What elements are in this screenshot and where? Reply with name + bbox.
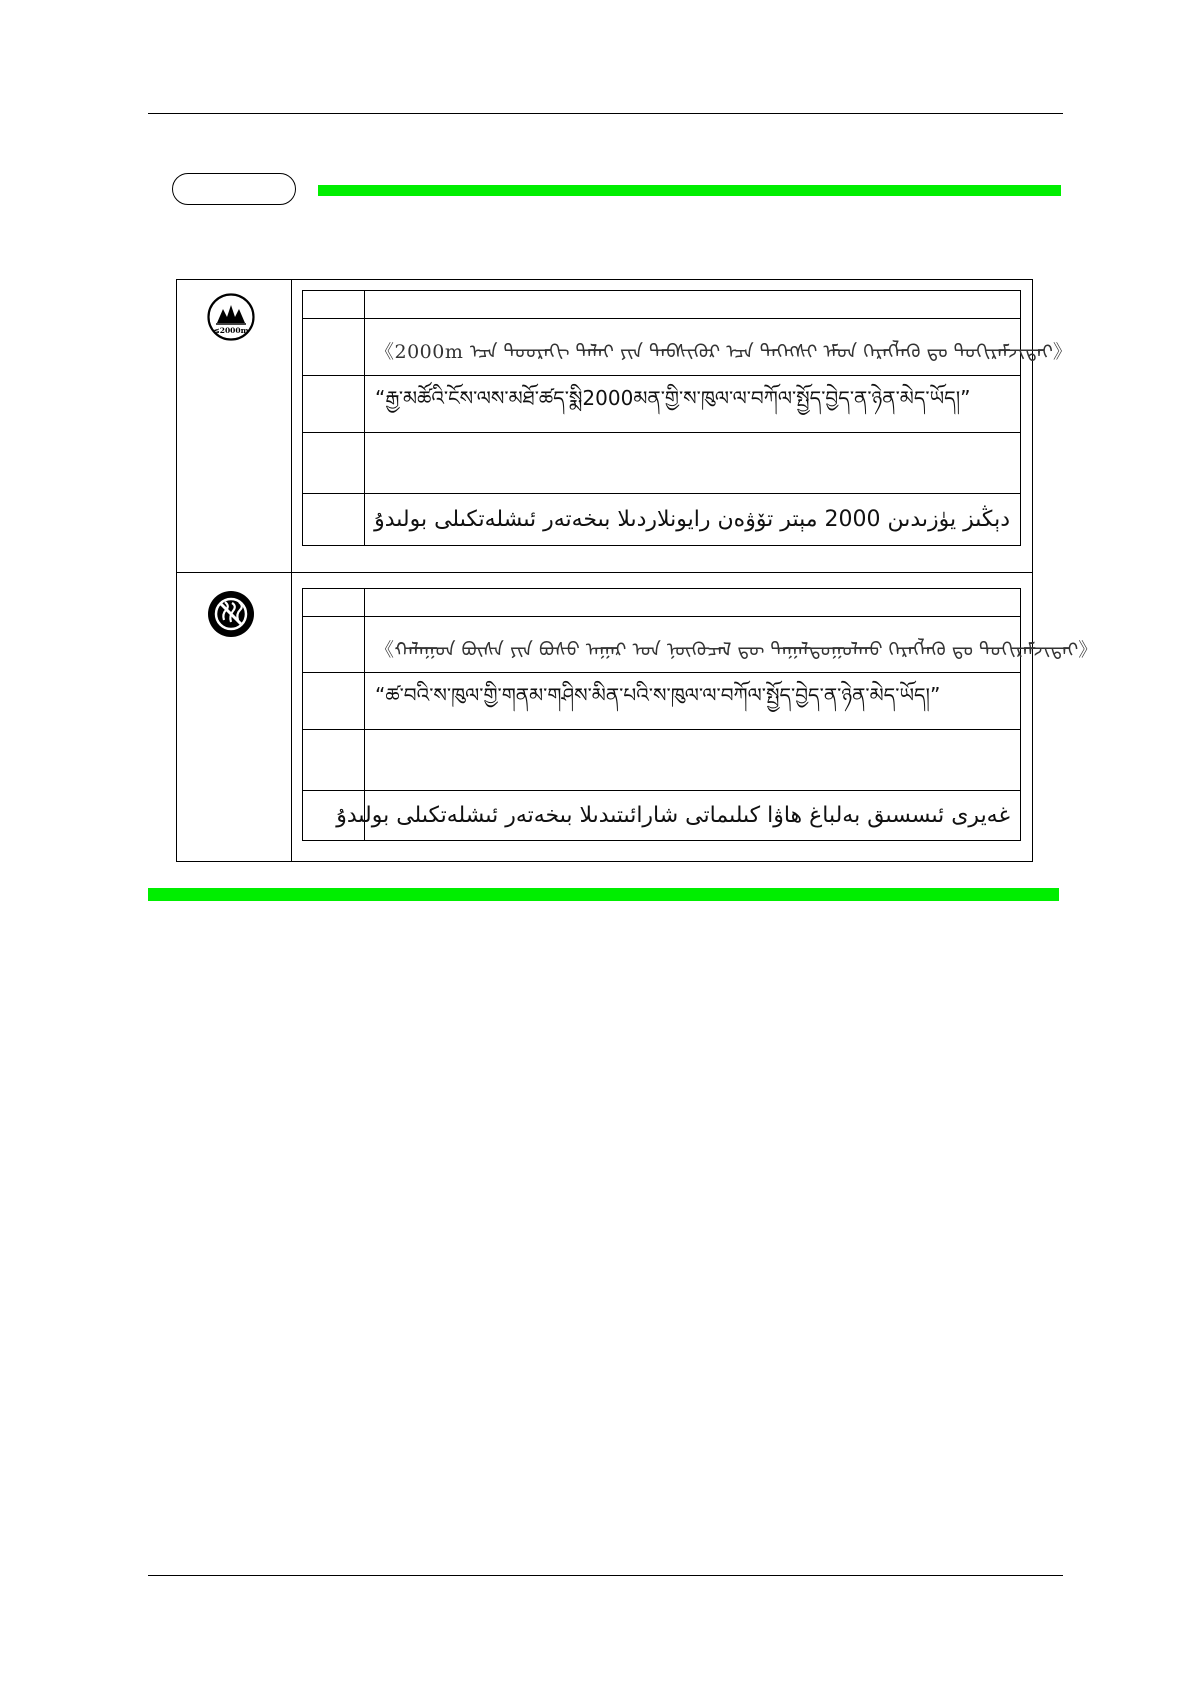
altitude-icon-label: ≤2000m — [213, 326, 249, 335]
table-row — [303, 494, 1021, 546]
row-text-cell — [365, 291, 1021, 319]
tibetan-text-cell: “ཚ་བའི་ས་ཁུལ་གྱི་གནམ་གཤིས་མིན་པའི་ས་ཁུལ་ལ་བཀོལ་སྤྱོད་བྱེད་ན་ཉེན་མེད་ཡོད།” — [365, 673, 1021, 730]
row-text-cell — [365, 730, 1021, 791]
row-number-cell — [303, 589, 365, 617]
table-row — [303, 319, 1021, 376]
table-row — [303, 730, 1021, 791]
table-row — [303, 791, 1021, 841]
no-tropical-climate-icon — [207, 590, 255, 638]
row-number-cell — [303, 730, 365, 791]
table-row — [303, 589, 1021, 617]
row-divider — [177, 572, 1032, 573]
altitude-2000m-icon — [207, 293, 255, 341]
row-text-cell — [365, 589, 1021, 617]
section-end-accent-bar — [148, 888, 1059, 901]
mongolian-text-cell: 《2000m ᠡᠴᠡ ᠳᠣᠣᠷᠠᠬᠢ ᠳᠠᠯᠠᠢ ᠶᠢᠨ ᠲᠡᠪᠰᠢᠭᠦᠷ ᠡᠴᠡ ᠳᠡᠭᠡᠭᠰᠢ ᠡᠮᠦᠨ ᠬᠡᠷᠡᠭᠯᠡᠬᠦ ᠳᠤ ᠲᠣᠬᠢᠷᠠᠮᠵᠢᠲᠠᠢ》 — [365, 319, 1021, 376]
row-number-cell — [303, 291, 365, 319]
row-number-cell — [303, 376, 365, 433]
row-number-cell — [303, 494, 365, 546]
header-rule — [148, 113, 1063, 114]
table-row — [303, 376, 1021, 433]
row-text-cell — [365, 433, 1021, 494]
uyghur-text-cell: غەيرى ئىسسىق بەلباغ ھاۋا كىلىماتى شارائىتىدىلا بىخەتەر ئىشلەتكىلى بولىدۇ — [365, 791, 1021, 841]
section-label-pill — [172, 173, 296, 205]
footer-rule — [148, 1575, 1063, 1576]
table-row — [303, 617, 1021, 673]
tibetan-text-cell: “རྒྱ་མཚོའི་ངོས་ལས་མཐོ་ཚད་སྨི2000མན་གྱི་ས་ཁུལ་ལ་བཀོལ་སྤྱོད་བྱེད་ན་ཉེན་མེད་ཡོད།” — [365, 376, 1021, 433]
table-row — [303, 291, 1021, 319]
row-number-cell — [303, 319, 365, 376]
uyghur-text-cell: دېڭىز يۈزىدىن 2000 مېتر تۆۋەن رايونلاردىلا بىخەتەر ئىشلەتكىلى بولىدۇ — [365, 494, 1021, 546]
section-2-language-table — [302, 588, 1098, 841]
table-row — [303, 673, 1021, 730]
row-number-cell — [303, 617, 365, 673]
mongolian-text-cell: 《ᠬᠠᠯᠠᠭᠤᠨ ᠪᠦᠰᠡ ᠶᠢᠨ ᠪᠤᠰᠤ ᠠᠭᠠᠷ ᠤᠨ ᠨᠥᠬᠦᠴᠡᠯ ᠳᠦ ᠳᠠᠭᠠᠯᠳᠤᠭᠤᠯᠬᠤ ᠬᠡᠷᠡᠭᠯᠡᠬᠦ ᠳᠤ ᠲᠣᠬᠢᠷᠠᠮᠵᠢᠲᠠᠢ》 — [365, 617, 1021, 673]
row-number-cell — [303, 433, 365, 494]
column-divider — [291, 280, 292, 861]
table-row — [303, 433, 1021, 494]
row-number-cell — [303, 673, 365, 730]
section-1-language-table — [302, 290, 1073, 546]
heading-accent-bar — [318, 185, 1061, 196]
